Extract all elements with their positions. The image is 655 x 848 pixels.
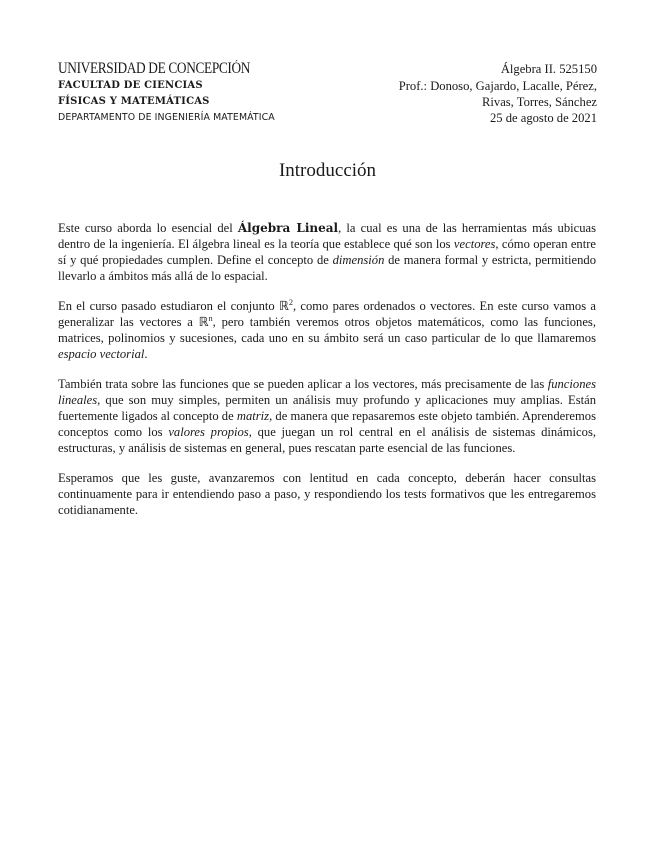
university-name: UNIVERSIDAD DE CONCEPCIÓN — [58, 60, 251, 77]
paragraph-text: También trata sobre las funciones que se pueden aplicar a los vectores, más precisamente de las — [58, 377, 548, 391]
professors-line-1: Prof.: Donoso, Gajardo, Lacalle, Pérez, — [398, 79, 597, 93]
paragraph-1 — [58, 220, 596, 284]
course-name: Álgebra II. 525150 — [500, 62, 597, 76]
faculty-line-1: FACULTAD DE CIENCIAS — [58, 80, 203, 91]
italic-term: dimensión — [332, 253, 385, 267]
document-body — [58, 220, 596, 532]
paragraph-text: , la cual es una de las herramientas más ubicuas dentro de la ingeniería. El álgebra lineal es la teoría que establece qué son los — [58, 221, 596, 251]
paragraph-text: , que juegan un rol central en el análisis de sistemas dinámicos, estructuras, y análisis de sistemas en general, pues rescatan parte esencial de las funciones. — [58, 425, 596, 455]
italic-term: vectores — [453, 237, 496, 251]
italic-term: valores propios — [168, 425, 249, 439]
paragraph-2 — [58, 298, 596, 362]
paragraph-text: . — [144, 347, 148, 361]
document-date: 25 de agosto de 2021 — [489, 111, 597, 125]
paragraph-text: , como pares ordenados o vectores. En este curso vamos a generalizar las vectores a ℝ — [58, 299, 596, 329]
italic-term: funciones lineales — [58, 377, 596, 407]
faculty-line-2: FÍSICAS Y MATEMÁTICAS — [58, 96, 210, 107]
department-name: DEPARTAMENTO DE INGENIERÍA MATEMÁTICA — [58, 112, 275, 123]
superscript: n — [208, 313, 213, 323]
paragraph-text: , de manera que repasaremos este objeto también. Aprenderemos conceptos como los — [58, 409, 596, 439]
italic-term: espacio vectorial — [58, 347, 145, 361]
paragraph-4 — [58, 470, 596, 518]
header-course-info — [317, 60, 597, 126]
paragraph-text: de manera formal y estricta, permitiendo llevarlo a ámbitos más allá de lo espacial. — [58, 253, 597, 283]
page-title: Introducción — [278, 160, 377, 181]
paragraph-text: , cómo operan entre sí y qué propiedades cumplen. Define el concepto de — [58, 237, 597, 267]
paragraph-text: , pero también veremos otros objetos matemáticos, como las funciones, matrices, polinomios y sucesiones, cada uno en su ámbito será un caso particular de lo que llamaremos — [58, 315, 596, 345]
header-institution — [58, 60, 358, 126]
paragraph-text: , que son muy simples, permiten un análisis muy profundo y aplicaciones muy amplias. Están fuertemente ligados al concepto de — [58, 393, 596, 423]
professors-line-2: Rivas, Torres, Sánchez — [482, 95, 597, 109]
italic-term: matriz — [236, 409, 270, 423]
paragraph-text: En el curso pasado estudiaron el conjunto ℝ — [58, 299, 289, 313]
superscript: 2 — [288, 297, 293, 307]
paragraph-text: Esperamos que les guste, avanzaremos con lentitud en cada concepto, deberán hacer consultas continuamente para ir entendiendo paso a paso, y respondiendo los tests formativos que les entregaremos cotidianamente. — [58, 471, 596, 517]
bold-term: Álgebra Lineal — [237, 221, 339, 235]
paragraph-text: Este curso aborda lo esencial del — [58, 221, 238, 235]
paragraph-3 — [58, 376, 596, 456]
